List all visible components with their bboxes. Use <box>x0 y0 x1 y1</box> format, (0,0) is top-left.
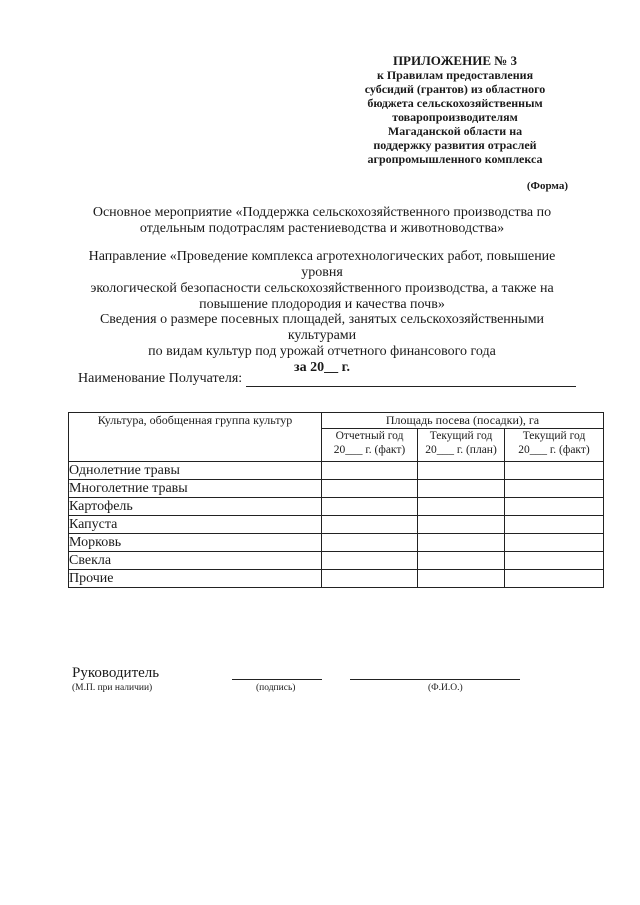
signature-block <box>72 665 592 705</box>
row-crop-name: Многолетние травы <box>69 480 322 498</box>
header-area: Площадь посева (посадки), га <box>322 413 604 429</box>
cell-current-fact[interactable] <box>505 516 604 534</box>
row-crop-name: Прочие <box>69 570 322 588</box>
cell-current-plan[interactable] <box>418 570 505 588</box>
table-row <box>69 462 604 480</box>
cell-reporting-fact[interactable] <box>322 534 418 552</box>
measure-line: отдельным подотраслям растениеводства и животноводства» <box>139 221 505 236</box>
cell-reporting-fact[interactable] <box>322 462 418 480</box>
name-line[interactable] <box>350 679 520 680</box>
appendix-line: бюджета сельскохозяйственным <box>367 96 543 110</box>
table-row <box>69 480 604 498</box>
row-crop-name: Капуста <box>69 516 322 534</box>
header-current-year-plan <box>418 429 505 462</box>
table-row <box>69 552 604 570</box>
measure-line: Основное мероприятие «Поддержка сельскохозяйственного производства по <box>92 205 552 220</box>
info-line: Сведения о размере посевных площадей, занятых сельскохозяйственными культурами <box>99 312 545 343</box>
signature-title: Руководитель <box>72 665 160 681</box>
appendix-line: агропромышленного комплекса <box>367 152 543 166</box>
cell-current-fact[interactable] <box>505 498 604 516</box>
recipient-label: Наименование Получателя: <box>78 371 243 386</box>
header-culture: Культура, обобщенная группа культур <box>69 413 322 462</box>
info-line: по видам культур под урожай отчетного финансового года <box>148 344 496 359</box>
appendix-title: ПРИЛОЖЕНИЕ № 3 <box>392 53 518 68</box>
cell-current-fact[interactable] <box>505 552 604 570</box>
direction-line: повышение плодородия и качества почв» <box>199 297 445 312</box>
appendix-line: Магаданской области на <box>387 124 523 138</box>
cell-reporting-fact[interactable] <box>322 552 418 570</box>
direction-paragraph <box>72 249 572 313</box>
cell-current-fact[interactable] <box>505 462 604 480</box>
row-crop-name: Свекла <box>69 552 322 570</box>
subheader-line1: Отчетный год <box>335 430 404 442</box>
signature-line[interactable] <box>232 679 322 680</box>
appendix-line: поддержку развития отраслей <box>373 138 537 152</box>
cell-current-fact[interactable] <box>505 570 604 588</box>
cell-reporting-fact[interactable] <box>322 498 418 516</box>
cell-current-plan[interactable] <box>418 462 505 480</box>
subheader-line1: Текущий год <box>429 430 493 442</box>
row-crop-name: Картофель <box>69 498 322 516</box>
direction-line: Направление «Проведение комплекса агротехнологических работ, повышение уровня <box>88 249 556 280</box>
cell-current-plan[interactable] <box>418 552 505 570</box>
signature-caption: (подпись) <box>256 683 296 693</box>
cell-current-plan[interactable] <box>418 498 505 516</box>
cell-reporting-fact[interactable] <box>322 516 418 534</box>
appendix-line: к Правилам предоставления <box>376 68 534 82</box>
appendix-line: товаропроизводителям <box>392 110 518 124</box>
cell-current-fact[interactable] <box>505 534 604 552</box>
subheader-line1: Текущий год <box>522 430 586 442</box>
recipient-field <box>78 371 576 387</box>
appendix-line: субсидий (грантов) из областного <box>364 82 546 96</box>
cell-reporting-fact[interactable] <box>322 570 418 588</box>
year-line: за 20__ г. <box>294 360 350 375</box>
form-label: (Форма) <box>526 180 568 192</box>
cell-current-plan[interactable] <box>418 480 505 498</box>
header-current-year-fact <box>505 429 604 462</box>
subheader-line2: 20___ г. (факт) <box>518 444 590 456</box>
direction-line: экологической безопасности сельскохозяйственного производства, а также на <box>90 281 554 296</box>
header-reporting-year-fact <box>322 429 418 462</box>
stamp-note: (М.П. при наличии) <box>72 683 153 693</box>
recipient-blank-line[interactable] <box>246 372 576 387</box>
info-paragraph <box>72 312 572 376</box>
cell-current-plan[interactable] <box>418 534 505 552</box>
table-row <box>69 516 604 534</box>
subheader-line2: 20___ г. (факт) <box>333 444 406 456</box>
row-crop-name: Однолетние травы <box>69 462 322 480</box>
name-caption: (Ф.И.О.) <box>428 683 463 693</box>
table-row <box>69 570 604 588</box>
cell-reporting-fact[interactable] <box>322 480 418 498</box>
cell-current-fact[interactable] <box>505 480 604 498</box>
table-row <box>69 534 604 552</box>
subheader-line2: 20___ г. (план) <box>425 444 497 456</box>
table-row <box>69 498 604 516</box>
crop-area-table <box>68 412 604 588</box>
main-measure-paragraph <box>72 205 572 237</box>
row-crop-name: Морковь <box>69 534 322 552</box>
appendix-header <box>340 54 570 166</box>
cell-current-plan[interactable] <box>418 516 505 534</box>
